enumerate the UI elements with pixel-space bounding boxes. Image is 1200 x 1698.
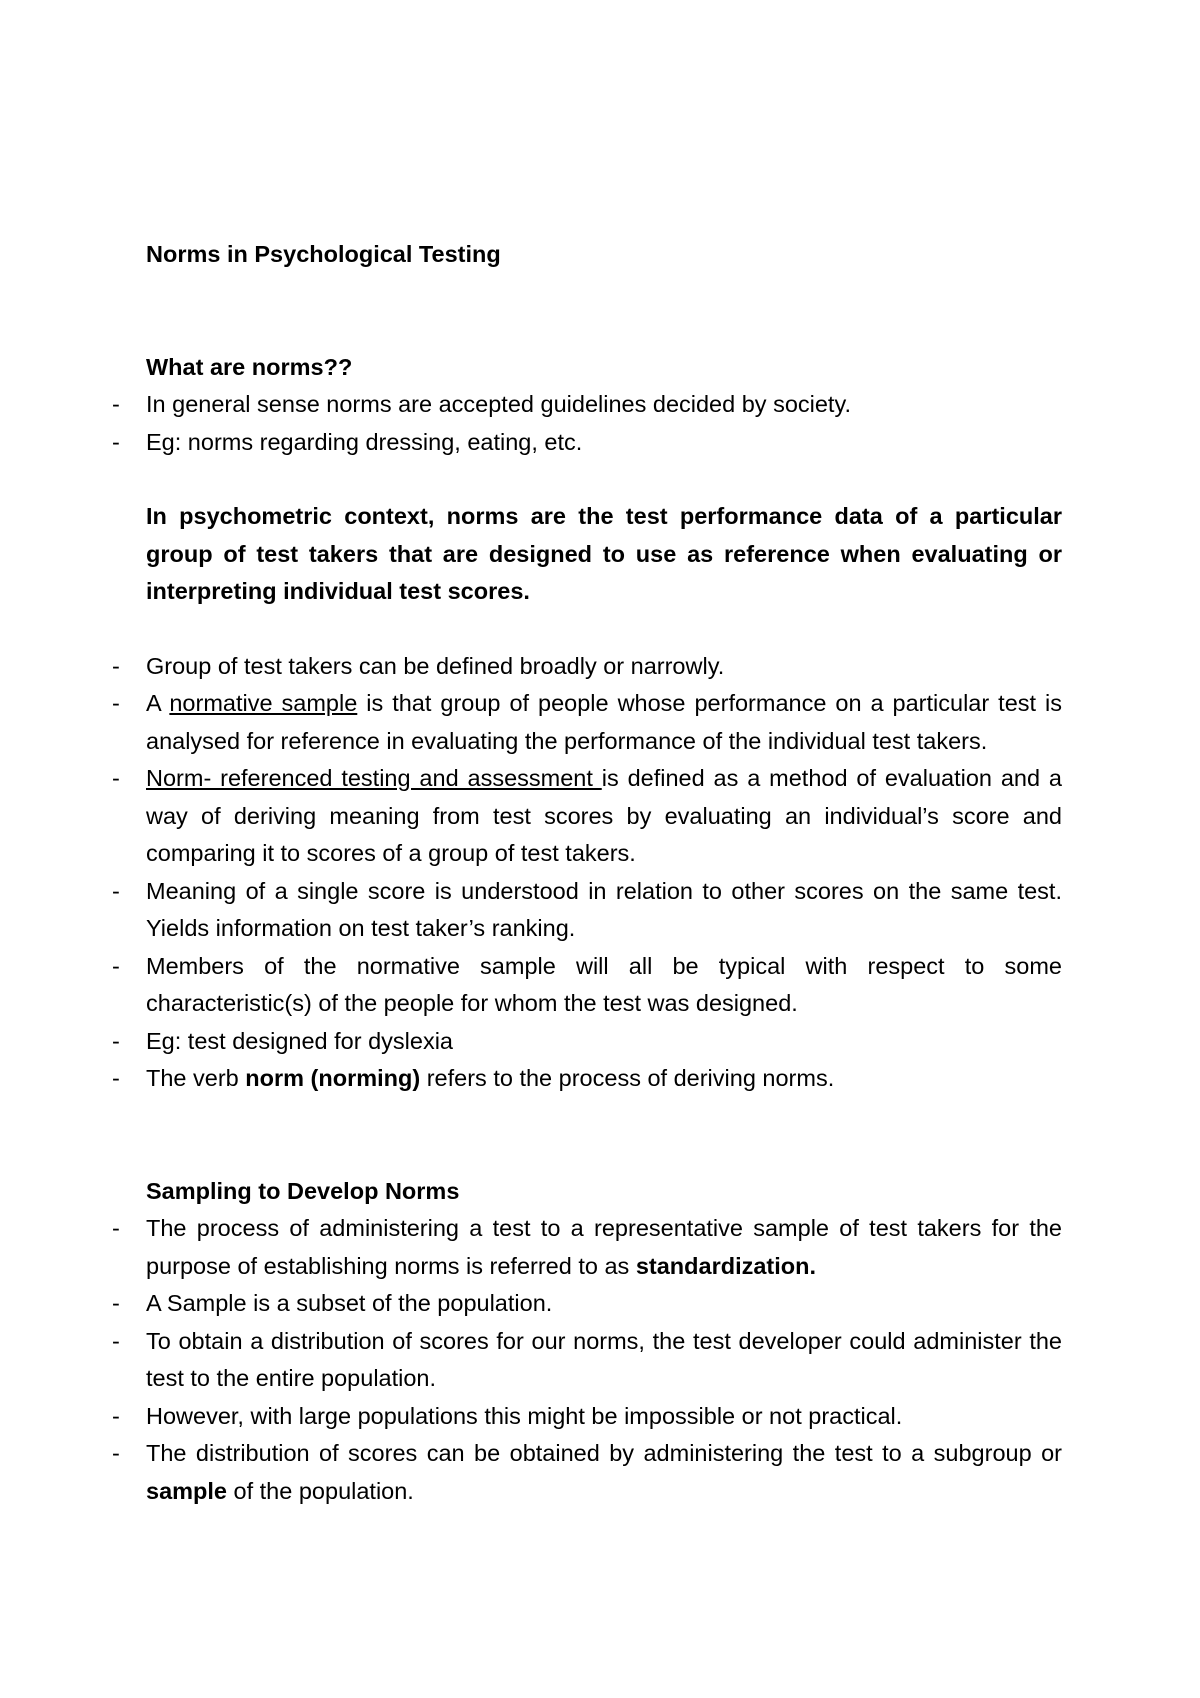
list-item-text: A Sample is a subset of the population.	[146, 1290, 553, 1316]
dash-bullet: -	[112, 1065, 120, 1091]
bullet-list-sampling	[112, 1210, 1062, 1510]
dash-bullet: -	[112, 877, 120, 904]
bullet-list-normative	[112, 648, 1062, 1098]
list-item-text: In general sense norms are accepted guidelines decided by society.	[146, 391, 851, 417]
section-heading-sampling: Sampling to Develop Norms	[146, 1177, 460, 1204]
list-item	[112, 873, 1062, 948]
list-item	[112, 1285, 1062, 1323]
list-item	[112, 760, 1062, 873]
dash-bullet: -	[112, 652, 120, 679]
list-item	[112, 948, 1062, 1023]
list-item-text: of the population.	[227, 1477, 414, 1504]
dash-bullet: -	[112, 1215, 120, 1241]
dash-bullet: -	[112, 428, 120, 455]
list-item-text: The distribution of scores can be obtained by administering the test to a subgroup or	[146, 1440, 1062, 1466]
list-item-text: The verb	[146, 1065, 246, 1091]
dash-bullet: -	[112, 1440, 120, 1466]
list-item	[112, 648, 1062, 686]
list-item	[112, 1023, 1062, 1061]
norming-term: norm (norming)	[245, 1065, 421, 1091]
list-item-text: Eg: test designed for dyslexia	[146, 1027, 453, 1054]
list-item	[112, 1060, 1062, 1098]
list-item-text: A	[146, 690, 170, 716]
dash-bullet: -	[112, 952, 120, 979]
list-item-text: To obtain a distribution of scores for our norms, the test developer could administer the test to the entire population.	[146, 1327, 1062, 1391]
list-item-text: Members of the normative sample will all be typical with respect to some characteristic(s) of the people for whom the test was designed.	[146, 952, 1062, 1016]
list-item	[112, 685, 1062, 760]
document-body	[112, 236, 1062, 1510]
dash-bullet: -	[112, 1027, 120, 1054]
dash-bullet: -	[112, 1290, 120, 1316]
list-item	[112, 424, 1062, 462]
sample-term: sample	[146, 1477, 227, 1504]
list-item-text: However, with large populations this might be impossible or not practical.	[146, 1402, 903, 1429]
list-item-text: is that group of people whose performance on a particular test is analysed for reference in evaluating the performance of the individual test takers.	[146, 690, 1062, 754]
dash-bullet: -	[112, 391, 120, 417]
dash-bullet: -	[112, 1327, 120, 1354]
list-item	[112, 1435, 1062, 1510]
page-title: Norms in Psychological Testing	[146, 241, 501, 267]
normative-sample-term: normative sample	[169, 690, 358, 716]
list-item	[112, 1210, 1062, 1285]
list-item-text: Group of test takers can be defined broadly or narrowly.	[146, 652, 725, 679]
list-item	[112, 1323, 1062, 1398]
dash-bullet: -	[112, 1402, 120, 1429]
list-item-text: Eg: norms regarding dressing, eating, etc.	[146, 428, 583, 455]
list-item	[112, 1398, 1062, 1436]
standardization-term: standardization.	[635, 1252, 817, 1279]
list-item-text: Meaning of a single score is understood in relation to other scores on the same test. Yields information on test taker’s ranking.	[146, 877, 1062, 941]
list-item-text: is defined as a method of evaluation and a way of deriving meaning from test scores by evaluating an individual’s score and comparing it to scores of a group of test takers.	[146, 765, 1062, 866]
psychometric-definition: In psychometric context, norms are the test performance data of a particular group of test takers that are designed to use as reference when evaluating or interpreting individual test scores.	[146, 503, 1062, 604]
list-item-text: refers to the process of deriving norms.	[420, 1065, 835, 1091]
dash-bullet: -	[112, 690, 120, 716]
dash-bullet: -	[112, 765, 120, 791]
bullet-list-general	[112, 386, 1062, 461]
section-heading-what-are-norms: What are norms??	[146, 353, 353, 380]
list-item	[112, 386, 1062, 424]
norm-referenced-term: Norm- referenced testing and assessment	[146, 765, 602, 791]
list-item-text: The process of administering a test to a representative sample of test takers for the purpose of establishing norms is referred to as	[146, 1215, 1062, 1279]
